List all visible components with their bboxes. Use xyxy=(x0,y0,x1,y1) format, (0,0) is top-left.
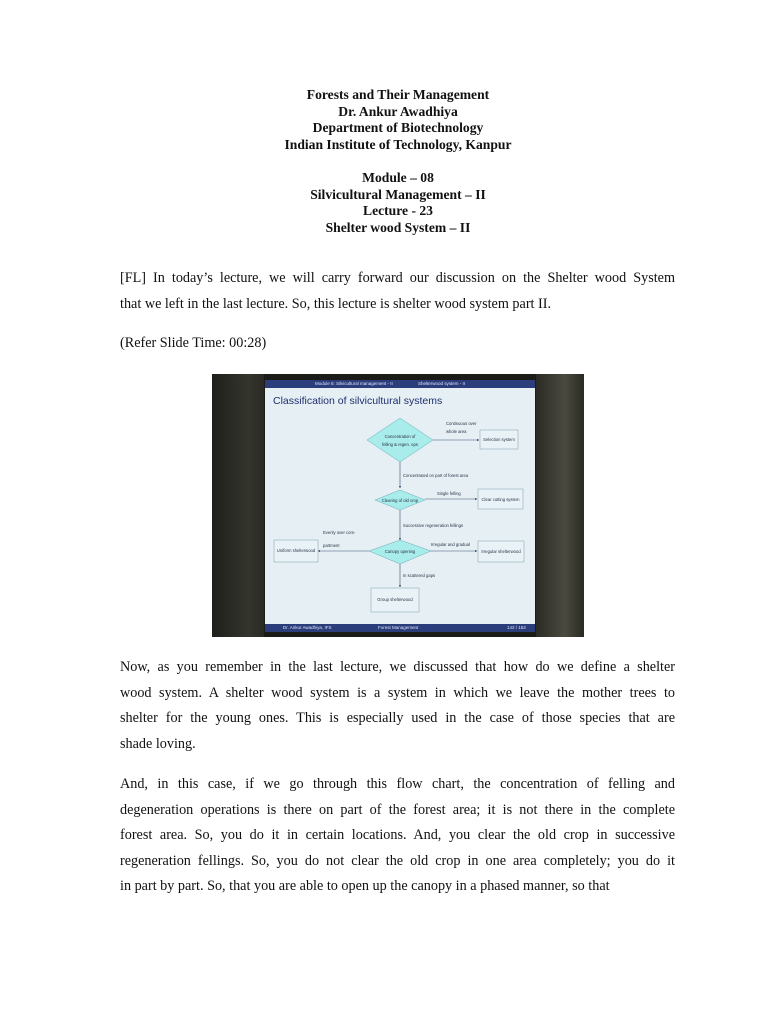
slide-topbar-topic: Shelterwood system - II xyxy=(418,381,466,386)
slide-screenshot xyxy=(212,374,584,637)
slide-footer-course: Forest Management xyxy=(378,625,419,630)
paragraph-shelterwood-definition xyxy=(120,655,675,757)
slide-footer-author: Dr. Ankur Awadhiya, IFS xyxy=(283,625,332,630)
intro-paragraph xyxy=(120,266,675,317)
box-group-text: Group shelterwood xyxy=(377,597,413,602)
institute-name: Indian Institute of Technology, Kanpur xyxy=(284,136,512,152)
module-title: Silvicultural Management – II xyxy=(310,186,486,202)
decision-canopy-text: Canopy opening xyxy=(384,549,416,554)
paragraph-line: And, in this case, if we go through this flow chart, the concentration of felling and xyxy=(120,776,675,792)
box-irregular-text: Irregular shelterwood xyxy=(481,549,521,554)
lecture-number: Lecture - 23 xyxy=(363,203,433,218)
label-continuous-1: Continuous over xyxy=(446,421,477,426)
intro-line: [FL] In today’s lecture, we will carry forward our discussion on the Shelter wood System xyxy=(120,270,675,286)
flowchart xyxy=(265,404,535,624)
label-continuous-2: whole area xyxy=(446,429,467,434)
paragraph-line: shade loving. xyxy=(120,735,196,752)
paragraph-flowchart-explanation xyxy=(120,772,675,900)
slide-footer-page: 142 / 153 xyxy=(507,625,526,630)
box-uniform-text: Uniform shelterwood xyxy=(276,548,316,553)
paragraph-line: shelter for the young ones. This is especially used in the case of those species that are xyxy=(120,710,675,726)
label-part: Concentrated on part of forest area xyxy=(403,473,469,478)
document-header xyxy=(0,87,768,236)
label-evenly-1: Evenly over com- xyxy=(323,530,356,535)
decision-concentration-text-1: Concentration of xyxy=(384,434,416,439)
slide-footer xyxy=(265,624,535,632)
course-title: Forests and Their Management xyxy=(306,87,490,102)
paragraph-line: wood system. A shelter wood system is a system in which we leave the mother trees to xyxy=(120,684,675,701)
paragraph-line: Now, as you remember in the last lecture, we discussed that how do we define a shelter xyxy=(120,659,675,675)
paragraph-line: degeneration operations is there on part of the forest area; it is not there in the complete xyxy=(120,801,675,818)
decision-concentration-text-2: felling & regen. ops xyxy=(382,442,418,447)
paragraph-line: regeneration fellings. So, you do not clear the old crop in one area completely; you do it xyxy=(120,852,675,869)
label-evenly-2: partment xyxy=(323,543,340,548)
label-scattered: In scattered gaps xyxy=(403,573,436,578)
projector-edge-left xyxy=(212,374,264,637)
slide-topbar xyxy=(265,380,535,388)
lecture-title: Shelter wood System – II xyxy=(325,219,471,235)
paragraph-line: in part by part. So, that you are able to open up the canopy in a phased manner, so that xyxy=(120,878,610,894)
department-name: Department of Biotechnology xyxy=(312,120,484,135)
intro-line: that we left in the last lecture. So, this lecture is shelter wood system part II. xyxy=(120,295,552,312)
label-single: Single felling xyxy=(437,491,461,496)
decision-concentration xyxy=(367,418,433,462)
box-clear-text: Clear cutting system xyxy=(481,497,520,502)
label-irregular: Irregular and gradual xyxy=(431,542,470,547)
slide-topbar-module: Module 8: Silvicultural management - II xyxy=(315,381,393,386)
instructor-name: Dr. Ankur Awadhiya xyxy=(338,103,458,119)
slide xyxy=(265,380,535,632)
paragraph-line: forest area. So, you do it in certain locations. And, you clear the old crop in successive xyxy=(120,827,675,843)
header-gap xyxy=(0,153,768,170)
decision-clearing-text: Clearing of old crop xyxy=(381,498,419,503)
slide-title: Classification of silvicultural systems xyxy=(273,395,443,407)
projector-edge-right xyxy=(536,374,584,637)
box-selection-text: Selection system xyxy=(483,437,515,442)
refer-slide-time: (Refer Slide Time: 00:28) xyxy=(120,335,267,351)
label-successive: Successive regeneration fellings xyxy=(403,523,464,528)
module-number: Module – 08 xyxy=(362,170,434,185)
